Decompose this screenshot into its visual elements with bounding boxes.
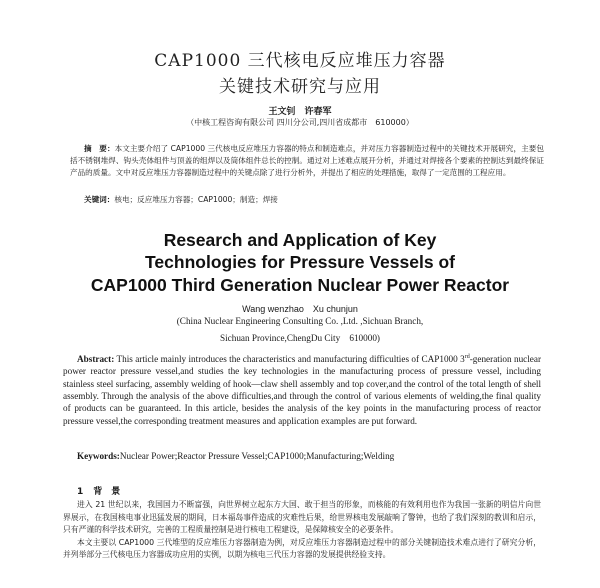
english-abstract-label: Abstract: — [77, 354, 115, 365]
english-affiliation-line1: (China Nuclear Engineering Consulting Co. ,Ltd. ,Sichuan Branch, — [176, 316, 424, 326]
chinese-abstract-label: 摘 要： — [84, 144, 115, 153]
chinese-keywords-label: 关键词： — [84, 195, 115, 204]
chinese-abstract — [70, 143, 544, 180]
english-abstract-text-b: -generation nuclear power reactor pressure vessel,and studies the key technologies in the manufacturing process of pressure vessel, including stainless steel surfacing, assembly welding of hook—claw shell assembly and top cover,and the control of the total length of shell assembly. Through the analysis of the above difficulties,and through the control of various elements of welding,the final quality of products can be guaranteed. In this article, besides the analysis of the key points in the manufacturing process of reactor pressure vessel,the corresponding treatment measures and application examples are put forward. — [63, 354, 542, 426]
english-title-line2: Technologies for Pressure Vessels of — [145, 252, 455, 272]
section-number: 1 — [77, 487, 84, 497]
chinese-affiliation: （中核工程咨询有限公司 四川分公司,四川省成都市 610000） — [186, 118, 414, 127]
english-abstract-text-a: This article mainly introduces the characteristics and manufacturing difficulties of CAP1000 3 — [114, 354, 465, 365]
chinese-title-line2: 关键技术研究与应用 — [219, 77, 381, 97]
chinese-title-line1: CAP1000 三代核电反应堆压力容器 — [154, 51, 446, 71]
english-title-line1: Research and Application of Key — [163, 230, 437, 250]
english-authors: Wang wenzhao Xu chunjun — [242, 304, 358, 314]
english-keywords-label: Keywords: — [77, 451, 120, 461]
section-title: 背 景 — [93, 487, 121, 497]
section-heading — [77, 484, 120, 497]
english-title-line3: CAP1000 Third Generation Nuclear Power Reactor — [90, 275, 510, 295]
chinese-keywords — [84, 194, 544, 205]
english-abstract-superscript: rd — [464, 354, 470, 360]
body-paragraph-1: 进入 21 世纪以来，我国国力不断富强，向世界树立起东方大国、敢于担当的形象，而核能的有效利用也作为我国一张新的明信片向世界展示，在我国核电事业迅猛发展的期间，日本福岛事件造成的灾难性后果，给世界核电发展敲响了警钟，也给了我们深刻的教训和启示，只有严谨的科学技术研究，完善的工程质量控制是进行核电工程建设，是保障核安全的必要条件。 — [63, 500, 541, 534]
chinese-authors: 王文钊 许春军 — [268, 107, 332, 117]
english-abstract — [63, 351, 541, 427]
english-keywords-text: Nuclear Power;Reactor Pressure Vessel;CAP1000;Manufacturing;Welding — [119, 451, 395, 461]
chinese-abstract-text: 本文主要介绍了 CAP1000 三代核电反应堆压力容器的特点和制造难点，并对压力容器制造过程中的关键技术开展研究，主要包括不锈钢堆焊、钩头壳体组件与顶盖的组焊以及筒体组件总长的控制。通过对上述难点展开分析，并通过对焊接各个要素的控制达到最终保证产品的质量。文中对反应堆压力容器制造过程中的关键点除了进行分析外，并提出了相应的处理措施，取得了一定范围的工程应用。 — [70, 144, 545, 178]
chinese-keywords-text: 核电；反应堆压力容器；CAP1000；制造；焊接 — [114, 195, 278, 204]
body-paragraph-2: 本文主要以 CAP1000 三代堆型的反应堆压力容器制造为例，对反应堆压力容器制造过程中的部分关键制造技术难点进行了研究分析，并列举部分三代核电压力容器成功应用的实例，以期为核电三代压力容器的发展提供经验支持。 — [63, 537, 541, 559]
english-keywords — [77, 451, 541, 461]
english-affiliation-line2: Sichuan Province,ChengDu City 610000) — [219, 333, 380, 343]
section-body — [63, 499, 541, 562]
